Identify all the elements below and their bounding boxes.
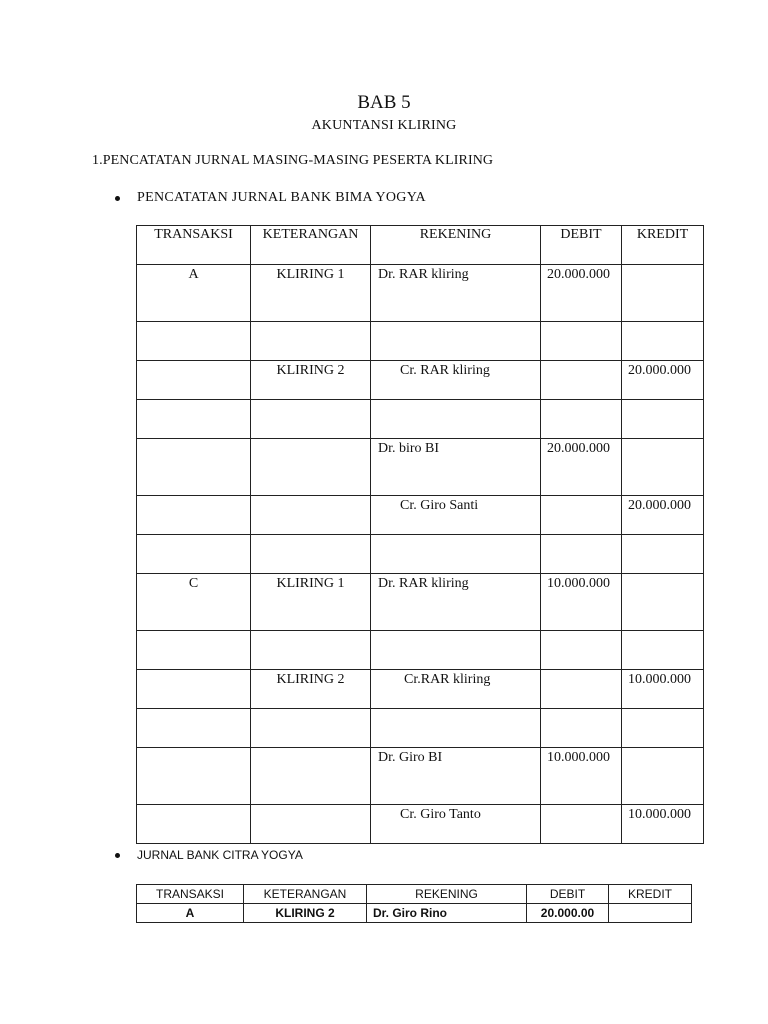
table-row bbox=[137, 904, 692, 923]
table-row bbox=[137, 709, 704, 748]
cell-debit bbox=[541, 400, 622, 439]
bima-bullet-item bbox=[115, 190, 426, 206]
citra-journal-table bbox=[136, 884, 692, 923]
column-header-debit: DEBIT bbox=[527, 885, 609, 904]
cell-rekening: Dr. RAR kliring bbox=[371, 265, 541, 322]
table-header-row bbox=[137, 885, 692, 904]
section-heading: 1.PENCATATAN JURNAL MASING-MASING PESERTA KLIRING bbox=[92, 153, 494, 168]
cell-keterangan bbox=[251, 439, 371, 496]
column-header-kredit: KREDIT bbox=[622, 226, 704, 265]
cell-rekening: Dr. Giro Rino bbox=[367, 904, 527, 923]
table-row bbox=[137, 439, 704, 496]
cell-kredit: 20.000.000 bbox=[622, 496, 704, 535]
table-row bbox=[137, 400, 704, 439]
cell-rekening: Dr. RAR kliring bbox=[371, 574, 541, 631]
cell-rekening bbox=[371, 631, 541, 670]
cell-transaksi bbox=[137, 709, 251, 748]
cell-debit bbox=[541, 322, 622, 361]
cell-transaksi bbox=[137, 631, 251, 670]
table-row bbox=[137, 265, 704, 322]
cell-kredit bbox=[622, 265, 704, 322]
cell-rekening bbox=[371, 709, 541, 748]
cell-keterangan bbox=[251, 748, 371, 805]
bullet-icon bbox=[115, 196, 120, 201]
table-row bbox=[137, 670, 704, 709]
cell-debit: 20.000.000 bbox=[541, 265, 622, 322]
cell-rekening: Dr. Giro BI bbox=[371, 748, 541, 805]
cell-debit: 10.000.000 bbox=[541, 574, 622, 631]
cell-keterangan bbox=[251, 535, 371, 574]
cell-kredit bbox=[622, 748, 704, 805]
cell-kredit: 10.000.000 bbox=[622, 805, 704, 844]
table-row bbox=[137, 805, 704, 844]
column-header-rekening: REKENING bbox=[371, 226, 541, 265]
cell-keterangan bbox=[251, 322, 371, 361]
cell-debit bbox=[541, 361, 622, 400]
cell-debit bbox=[541, 805, 622, 844]
page-subtitle: AKUNTANSI KLIRING bbox=[311, 118, 457, 133]
cell-debit bbox=[541, 709, 622, 748]
cell-rekening: Cr. Giro Tanto bbox=[371, 805, 541, 844]
cell-transaksi bbox=[137, 322, 251, 361]
cell-kredit: 20.000.000 bbox=[622, 361, 704, 400]
cell-debit: 20.000.00 bbox=[527, 904, 609, 923]
table-row bbox=[137, 748, 704, 805]
column-header-debit: DEBIT bbox=[541, 226, 622, 265]
cell-transaksi bbox=[137, 400, 251, 439]
cell-rekening bbox=[371, 400, 541, 439]
bima-journal-table bbox=[136, 225, 704, 844]
cell-transaksi bbox=[137, 496, 251, 535]
cell-rekening bbox=[371, 535, 541, 574]
cell-debit bbox=[541, 496, 622, 535]
cell-transaksi bbox=[137, 535, 251, 574]
cell-transaksi bbox=[137, 748, 251, 805]
cell-kredit bbox=[622, 322, 704, 361]
cell-keterangan bbox=[251, 496, 371, 535]
table-row bbox=[137, 496, 704, 535]
table-row bbox=[137, 361, 704, 400]
column-header-keterangan: KETERANGAN bbox=[251, 226, 371, 265]
column-header-rekening: REKENING bbox=[367, 885, 527, 904]
cell-keterangan bbox=[251, 400, 371, 439]
cell-transaksi bbox=[137, 361, 251, 400]
column-header-transaksi: TRANSAKSI bbox=[137, 885, 244, 904]
cell-kredit bbox=[622, 535, 704, 574]
cell-rekening: Cr.RAR kliring bbox=[371, 670, 541, 709]
column-header-kredit: KREDIT bbox=[609, 885, 692, 904]
cell-debit bbox=[541, 535, 622, 574]
cell-debit: 20.000.000 bbox=[541, 439, 622, 496]
cell-keterangan: KLIRING 2 bbox=[244, 904, 367, 923]
cell-keterangan: KLIRING 2 bbox=[251, 670, 371, 709]
cell-keterangan bbox=[251, 805, 371, 844]
cell-keterangan bbox=[251, 709, 371, 748]
table-header-row bbox=[137, 226, 704, 265]
cell-kredit bbox=[622, 439, 704, 496]
cell-rekening: Cr. Giro Santi bbox=[371, 496, 541, 535]
cell-kredit bbox=[622, 400, 704, 439]
cell-keterangan bbox=[251, 631, 371, 670]
table-row bbox=[137, 631, 704, 670]
cell-rekening: Cr. RAR kliring bbox=[371, 361, 541, 400]
cell-rekening: Dr. biro BI bbox=[371, 439, 541, 496]
cell-debit bbox=[541, 670, 622, 709]
cell-kredit bbox=[622, 574, 704, 631]
cell-transaksi: C bbox=[137, 574, 251, 631]
citra-bullet-item bbox=[115, 848, 303, 862]
cell-transaksi bbox=[137, 670, 251, 709]
cell-transaksi bbox=[137, 439, 251, 496]
bullet-icon bbox=[115, 853, 120, 858]
cell-debit bbox=[541, 631, 622, 670]
cell-transaksi: A bbox=[137, 265, 251, 322]
cell-keterangan: KLIRING 1 bbox=[251, 265, 371, 322]
table-row bbox=[137, 535, 704, 574]
cell-debit: 10.000.000 bbox=[541, 748, 622, 805]
cell-kredit: 10.000.000 bbox=[622, 670, 704, 709]
page-title: BAB 5 bbox=[357, 92, 411, 113]
column-header-transaksi: TRANSAKSI bbox=[137, 226, 251, 265]
cell-transaksi bbox=[137, 805, 251, 844]
cell-keterangan: KLIRING 1 bbox=[251, 574, 371, 631]
table-row bbox=[137, 574, 704, 631]
bima-heading: PENCATATAN JURNAL BANK BIMA YOGYA bbox=[137, 190, 426, 205]
cell-rekening bbox=[371, 322, 541, 361]
citra-heading: JURNAL BANK CITRA YOGYA bbox=[137, 848, 303, 862]
cell-kredit bbox=[622, 709, 704, 748]
cell-keterangan: KLIRING 2 bbox=[251, 361, 371, 400]
column-header-keterangan: KETERANGAN bbox=[244, 885, 367, 904]
cell-kredit bbox=[622, 631, 704, 670]
cell-kredit bbox=[609, 904, 692, 923]
table-row bbox=[137, 322, 704, 361]
cell-transaksi: A bbox=[137, 904, 244, 923]
